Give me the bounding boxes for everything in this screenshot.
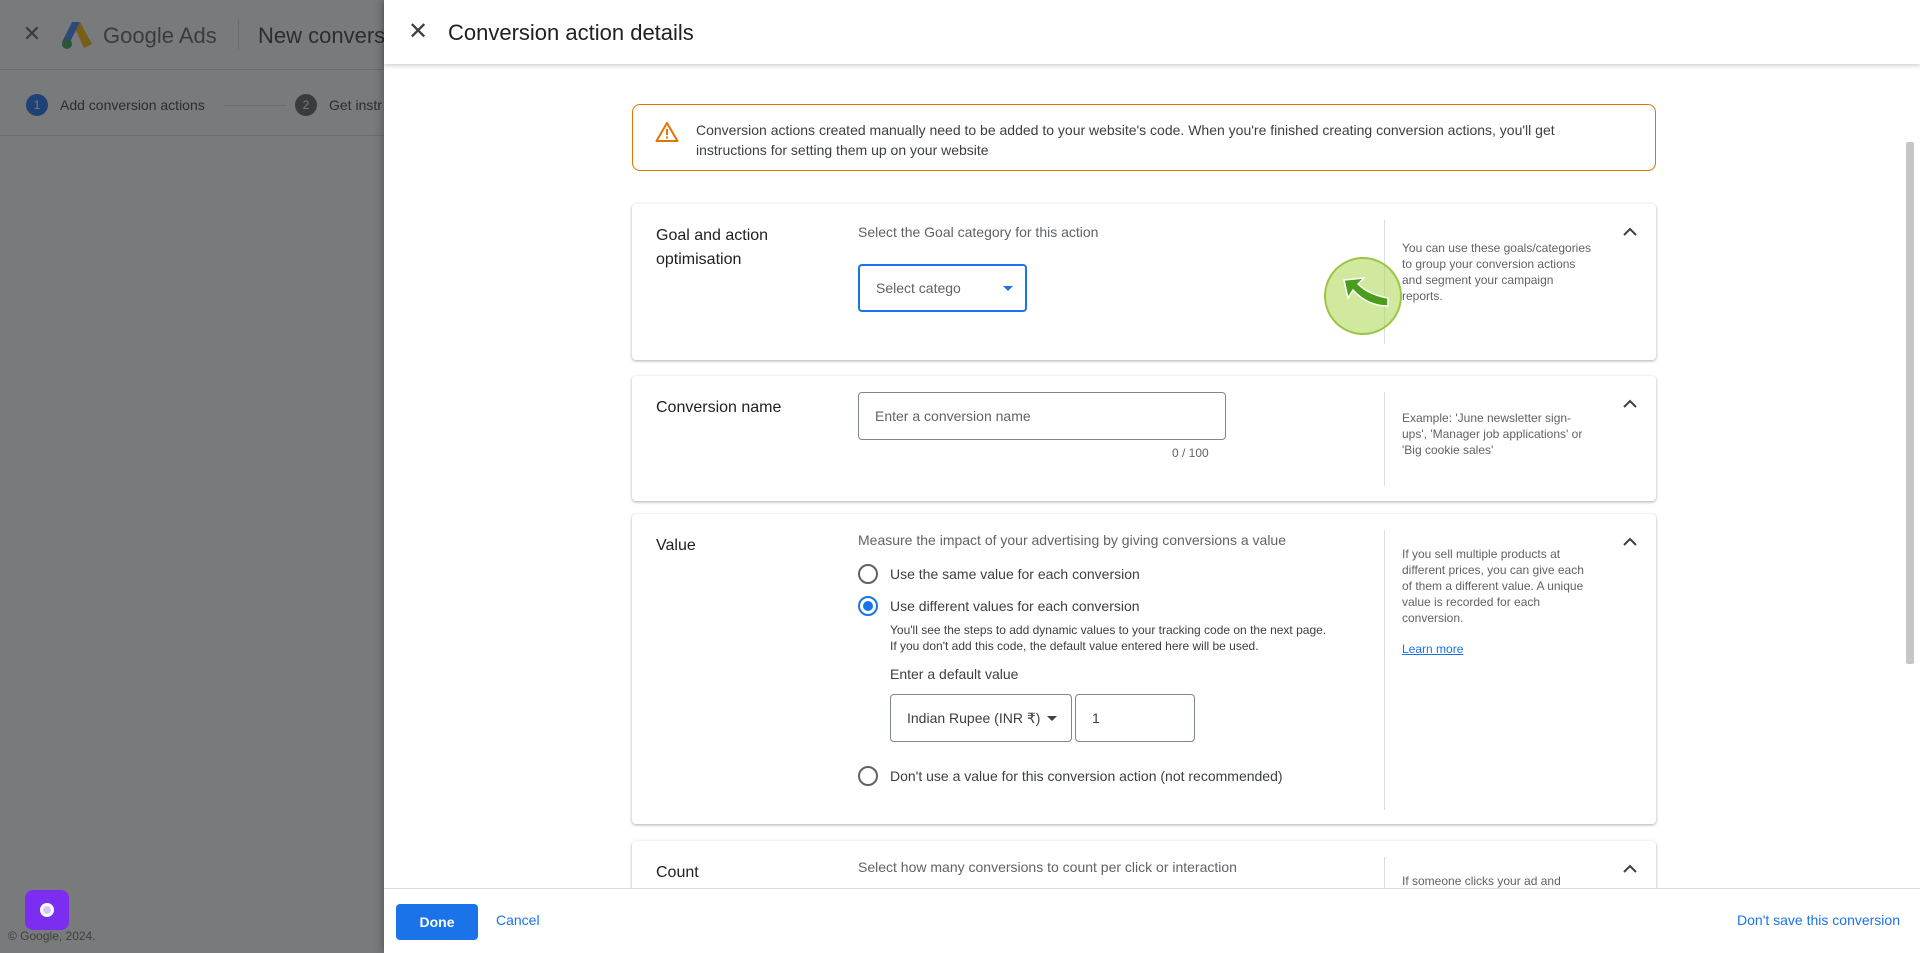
value-description: Measure the impact of your advertising by giving conversions a value: [858, 532, 1286, 548]
radio-button-selected[interactable]: [858, 596, 878, 616]
help-chat-icon: [40, 903, 54, 917]
name-help-text: Example: 'June newsletter sign-ups', 'Manager job applications' or 'Big cookie sales': [1402, 411, 1583, 457]
dont-save-button[interactable]: Don't save this conversion: [1737, 912, 1900, 928]
chevron-up-icon[interactable]: [1620, 394, 1640, 414]
copyright: © Google, 2024.: [8, 929, 96, 943]
value-title: Value: [656, 537, 696, 554]
panel-body[interactable]: [384, 64, 1920, 888]
radio-button[interactable]: [858, 564, 878, 584]
modal-scrim[interactable]: [0, 0, 384, 953]
radio-no-value[interactable]: [858, 766, 1283, 786]
radio-label: Use different values for each conversion: [890, 598, 1140, 614]
radio-label: Don't use a value for this conversion action (not recommended): [890, 768, 1283, 784]
card-divider: [1384, 392, 1385, 486]
conversion-name-title: Conversion name: [656, 399, 782, 416]
count-card: [632, 841, 1656, 888]
panel-header: [384, 0, 1920, 64]
radio-same-value[interactable]: [858, 564, 1140, 584]
radio-label: Use the same value for each conversion: [890, 566, 1140, 582]
count-description: Select how many conversions to count per click or interaction: [858, 859, 1237, 875]
radio-button[interactable]: [858, 766, 878, 786]
panel-footer: [384, 888, 1920, 953]
warning-banner: [632, 104, 1656, 171]
default-value-label: Enter a default value: [890, 666, 1019, 682]
dropdown-arrow-icon: [1047, 716, 1057, 721]
cancel-button[interactable]: Cancel: [496, 912, 540, 928]
done-button[interactable]: Done: [396, 904, 478, 940]
goal-card: [632, 204, 1656, 360]
card-divider: [1384, 857, 1385, 888]
help-chat-button[interactable]: [25, 890, 69, 930]
currency-value: Indian Rupee (INR ₹): [907, 710, 1041, 726]
conversion-name-field[interactable]: [858, 392, 1226, 440]
radio-note-line-2: If you don't add this code, the default value entered here will be used.: [890, 639, 1259, 653]
currency-select[interactable]: [890, 694, 1072, 742]
default-value-field[interactable]: [1075, 694, 1195, 742]
goal-category-placeholder: Select catego: [876, 280, 961, 296]
conversion-details-panel: [384, 0, 1920, 953]
count-title: Count: [656, 864, 699, 881]
radio-different-values[interactable]: [858, 596, 1140, 616]
character-count: 0 / 100: [1172, 446, 1209, 460]
chevron-up-icon[interactable]: [1620, 532, 1640, 552]
goal-category-select[interactable]: [858, 264, 1027, 312]
card-divider: [1384, 530, 1385, 810]
close-icon[interactable]: ✕: [407, 18, 429, 45]
warning-icon: [655, 121, 679, 143]
goal-help-text: You can use these goals/categories to group your conversion actions and segment your campaign reports.: [1402, 241, 1592, 303]
chevron-up-icon[interactable]: [1620, 222, 1640, 242]
chevron-up-icon[interactable]: [1620, 859, 1640, 879]
panel-title: Conversion action details: [448, 20, 694, 45]
radio-note-line-1: You'll see the steps to add dynamic values to your tracking code on the next page.: [890, 623, 1327, 637]
count-help-text: If someone clicks your ad and: [1402, 874, 1561, 888]
cursor-arrow-icon: [1342, 276, 1392, 312]
learn-more-link[interactable]: Learn more: [1402, 642, 1464, 656]
scrollbar-thumb[interactable]: [1906, 142, 1914, 664]
goal-description: Select the Goal category for this action: [858, 224, 1099, 240]
value-card: [632, 514, 1656, 824]
dropdown-arrow-icon: [1003, 286, 1013, 291]
value-help-text: If you sell multiple products at different prices, you can give each of them a different value. A unique value is recorded for each conversion.: [1402, 547, 1584, 625]
goal-title: Goal and action optimisation: [656, 227, 769, 268]
conversion-name-card: [632, 376, 1656, 501]
warning-text: Conversion actions created manually need to be added to your website's code. When you're finished creating conversion actions, you'll get instructions for setting them up on your website: [696, 122, 1555, 158]
